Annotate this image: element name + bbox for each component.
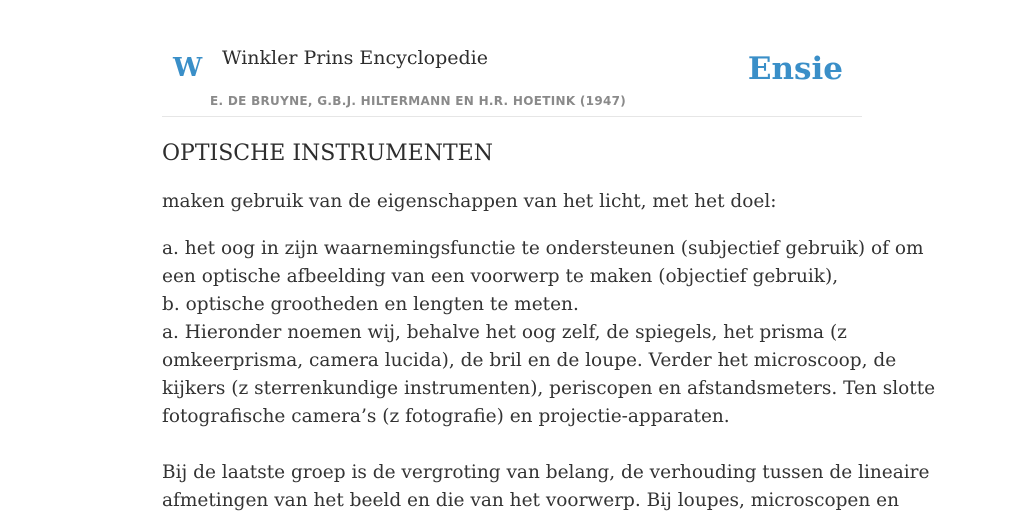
paragraph-break [162,431,872,459]
body-line: afmetingen van het beeld en die van het voorwerp. Bij loupes, microscopen en [162,490,900,511]
site-header [162,0,862,117]
site-logo[interactable]: W [173,53,203,83]
authors-credit: E. DE BRUYNE, G.B.J. HILTERMANN EN H.R. HOETINK (1947) [210,94,627,108]
body-line: fotografische camera’s (z fotografie) en projectie-apparaten. [162,406,730,427]
ensie-brand-link[interactable]: Ensie [747,51,843,87]
article-intro: maken gebruik van de eigenschappen van het licht, met het doel: [162,191,777,212]
body-line: Bij de laatste groep is de vergroting van belang, de verhouding tussen de lineaire [162,462,930,483]
article-body [162,235,936,512]
body-line: kijkers (z sterrenkundige instrumenten), periscopen en afstandsmeters. Ten slotte [162,378,936,399]
body-line: een optische afbeelding van een voorwerp te maken (objectief gebruik), [162,266,839,287]
body-line: a. het oog in zijn waarnemingsfunctie te ondersteunen (subjectief gebruik) of om [162,238,924,259]
site-title[interactable]: Winkler Prins Encyclopedie [222,47,488,69]
body-line: omkeerprisma, camera lucida), de bril en de loupe. Verder het microscoop, de [162,350,897,371]
article-title: OPTISCHE INSTRUMENTEN [162,141,493,166]
body-line: a. Hieronder noemen wij, behalve het oog zelf, de spiegels, het prisma (z [162,322,847,343]
article [162,138,936,512]
body-line: b. optische grootheden en lengten te meten. [162,294,579,315]
